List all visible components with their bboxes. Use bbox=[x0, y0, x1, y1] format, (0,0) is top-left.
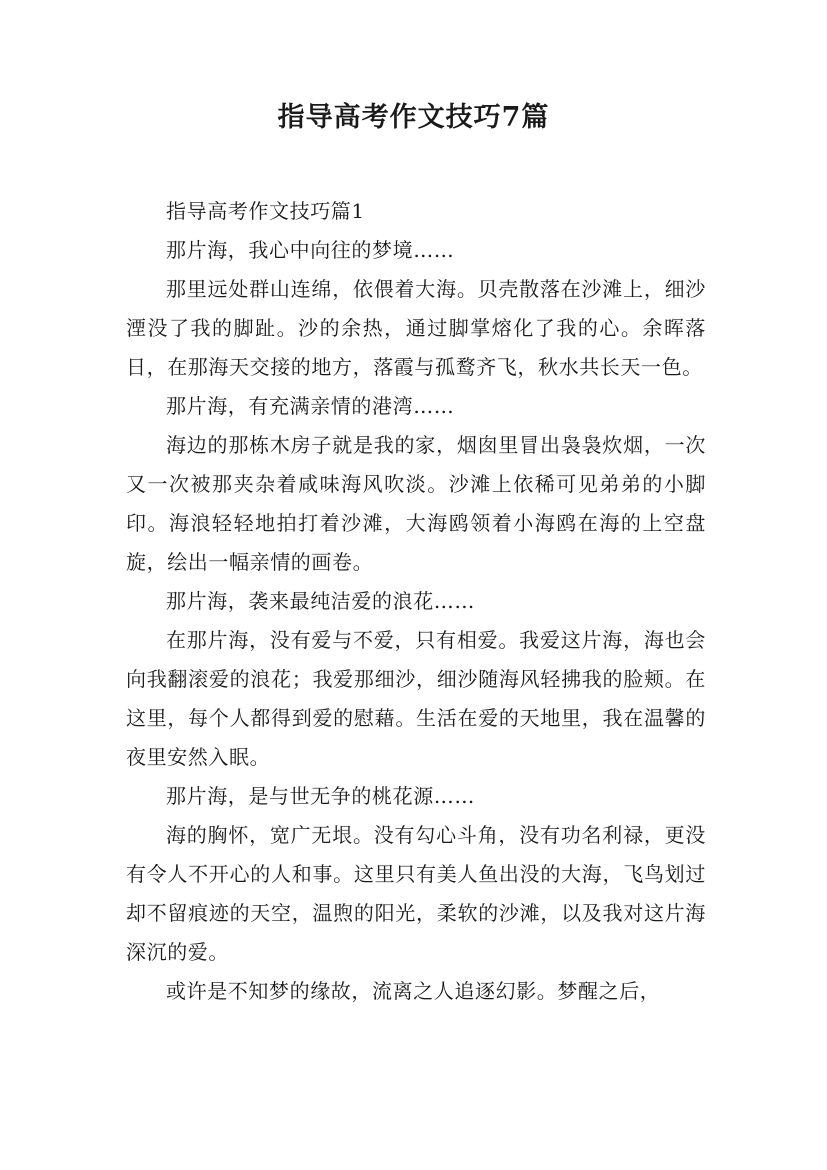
paragraph: 那里远处群山连绵，依偎着大海。贝壳散落在沙滩上，细沙湮没了我的脚趾。沙的余热，通过脚掌熔化了我的心。余晖落日，在那海天交接的地方，落霞与孤鹜齐飞，秋水共长天一色。 bbox=[126, 277, 706, 379]
paragraph: 那片海，是与世无争的桃花源…… bbox=[166, 784, 475, 808]
paragraph: 或许是不知梦的缘故，流离之人追逐幻影。梦醒之后， bbox=[166, 979, 661, 1003]
paragraph: 海的胸怀，宽广无垠。没有勾心斗角，没有功名利禄，更没有令人不开心的人和事。这里只有美人鱼出没的大海，飞鸟划过却不留痕迹的天空，温煦的阳光，柔软的沙滩，以及我对这片海深沉的爱。 bbox=[126, 823, 706, 964]
paragraph: 在那片海，没有爱与不爱，只有相爱。我爱这片海，海也会向我翻滚爱的浪花；我爱那细沙，细沙随海风轻拂我的脸颊。在这里，每个人都得到爱的慰藉。生活在爱的天地里，我在温馨的夜里安然入眠。 bbox=[126, 628, 706, 769]
paragraph: 那片海，我心中向往的梦境…… bbox=[166, 238, 455, 262]
document-title: 指导高考作文技巧7篇 bbox=[277, 102, 550, 133]
paragraph: 海边的那栋木房子就是我的家，烟囱里冒出袅袅炊烟，一次又一次被那夹杂着咸味海风吹淡。沙滩上依稀可见弟弟的小脚印。海浪轻轻地拍打着沙滩，大海鸥领着小海鸥在海的上空盘旋，绘出一幅亲情的画卷。 bbox=[126, 433, 706, 574]
document-body bbox=[126, 192, 706, 1011]
section-heading: 指导高考作文技巧篇1 bbox=[166, 199, 365, 223]
paragraph: 那片海，有充满亲情的港湾…… bbox=[166, 394, 455, 418]
paragraph: 那片海，袭来最纯洁爱的浪花…… bbox=[166, 589, 475, 613]
